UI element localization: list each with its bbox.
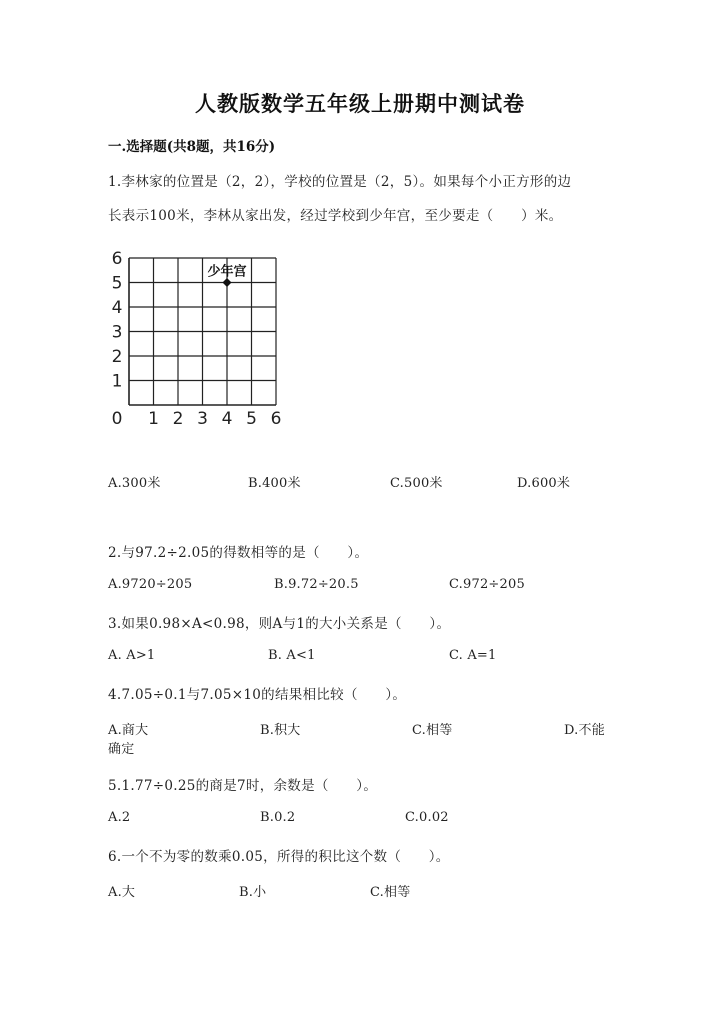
y-axis-tick-label: 1 (111, 371, 123, 392)
question-3-option-a[interactable]: A. A>1 (108, 648, 156, 663)
question-1-option-a[interactable]: A.300米 (108, 476, 161, 491)
section-heading: 一.选择题(共8题，共16分) (108, 139, 276, 155)
question-4-option-d[interactable]: D.不能 (564, 723, 605, 738)
x-axis-tick-label: 3 (197, 409, 208, 429)
x-axis-tick-label: 2 (172, 409, 184, 429)
question-2-text: 2.与97.2÷2.05的得数相等的是（ ）。 (108, 545, 369, 561)
page-title: 人教版数学五年级上册期中测试卷 (195, 91, 525, 116)
coordinate-grid-figure (106, 250, 290, 435)
question-4-text: 4.7.05÷0.1与7.05×10的结果相比较（ ）。 (108, 687, 407, 703)
question-1-option-b[interactable]: B.400米 (248, 476, 301, 491)
question-2-option-b[interactable]: B.9.72÷20.5 (274, 577, 359, 592)
x-axis-tick-label: 6 (270, 409, 282, 429)
question-3-option-b[interactable]: B. A<1 (268, 648, 316, 663)
x-axis-tick-label: 1 (148, 409, 159, 429)
question-1-line-1: 1.李林家的位置是（2，2），学校的位置是（2，5）。如果每个小正方形的边 (108, 174, 572, 190)
question-1-line-2: 长表示100米，李林从家出发，经过学校到少年宫，至少要走（ ）米。 (108, 208, 563, 224)
question-6-option-c[interactable]: C.相等 (370, 885, 411, 900)
question-1-option-c[interactable]: C.500米 (390, 476, 443, 491)
question-4-option-c[interactable]: C.相等 (412, 723, 453, 738)
question-3-option-c[interactable]: C. A=1 (449, 648, 497, 663)
question-4-option-a[interactable]: A.商大 (108, 723, 149, 738)
y-axis-tick-label: 4 (111, 298, 123, 318)
question-6-option-b[interactable]: B.小 (239, 885, 267, 900)
question-5-text: 5.1.77÷0.25的商是7时，余数是（ ）。 (108, 778, 378, 794)
question-4-option-d-wrap: 确定 (108, 742, 135, 757)
question-4-option-b[interactable]: B.积大 (260, 723, 301, 738)
x-axis-tick-label: 0 (111, 409, 123, 429)
y-axis-tick-label: 6 (111, 249, 123, 269)
x-axis-tick-label: 5 (246, 409, 257, 429)
question-1-option-d[interactable]: D.600米 (517, 476, 571, 491)
question-6-text: 6.一个不为零的数乘0.05，所得的积比这个数（ ）。 (108, 849, 450, 865)
shaoniangong-point-label: 少年宫 (207, 264, 247, 280)
coordinate-grid-svg (106, 250, 290, 435)
question-2-option-a[interactable]: A.9720÷205 (108, 577, 193, 592)
question-6-option-a[interactable]: A.大 (108, 885, 136, 900)
question-2-option-c[interactable]: C.972÷205 (449, 577, 525, 592)
x-axis-tick-label: 4 (221, 409, 233, 429)
y-axis-tick-label: 2 (111, 347, 123, 367)
y-axis-tick-label: 3 (111, 322, 123, 343)
y-axis-tick-label: 5 (111, 273, 123, 294)
question-3-text: 3.如果0.98×A<0.98，则A与1的大小关系是（ ）。 (108, 616, 451, 632)
question-5-option-b[interactable]: B.0.2 (260, 810, 296, 825)
question-5-option-c[interactable]: C.0.02 (405, 810, 449, 825)
question-5-option-a[interactable]: A.2 (108, 810, 131, 825)
